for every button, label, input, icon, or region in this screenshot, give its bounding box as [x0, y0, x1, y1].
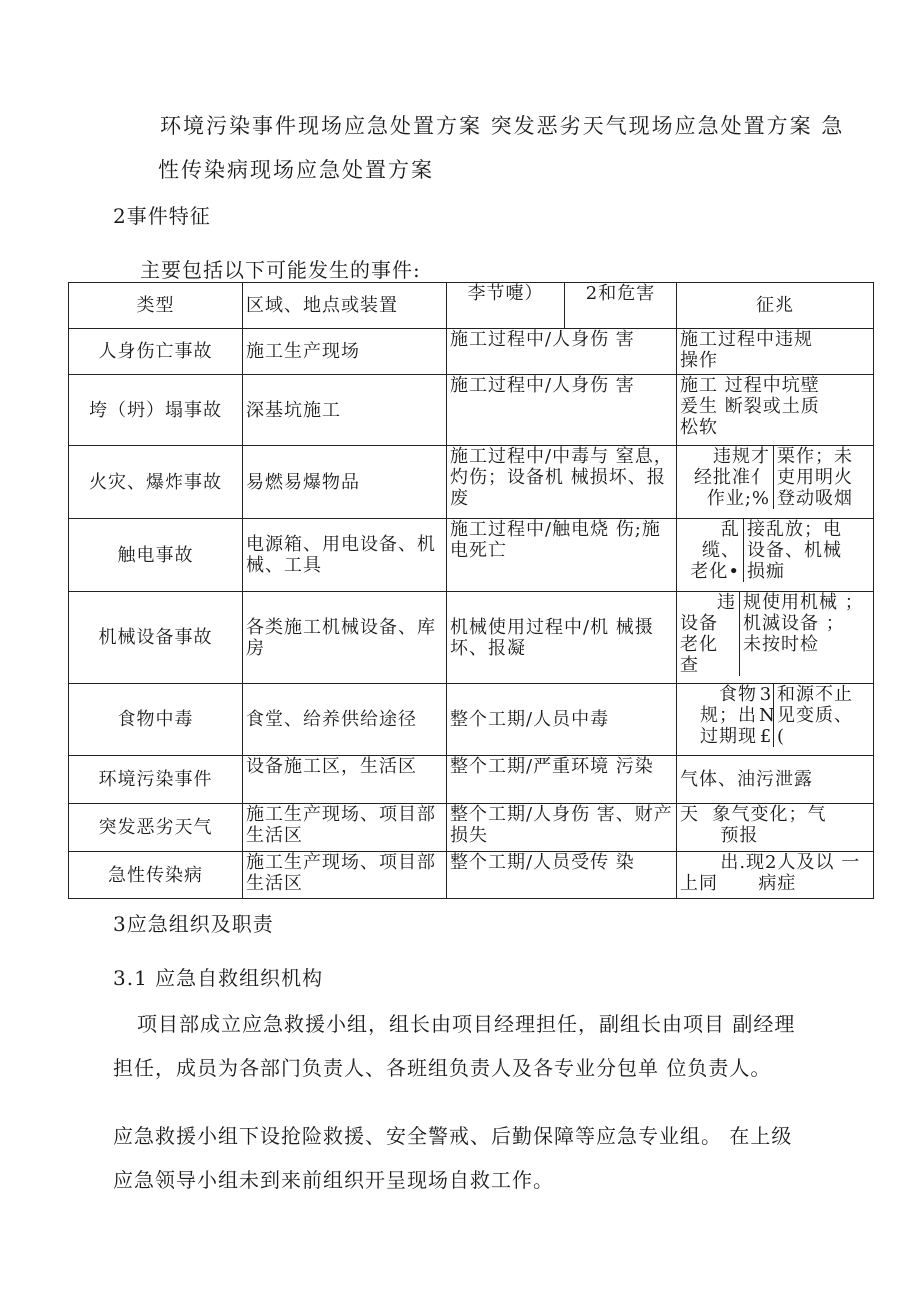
paragraph-1-line-1: 项目部成立应急救援小组，组长由项目经理担任，副组长由项目 副经理	[137, 1012, 796, 1036]
signs-line: 出.现2人及以 一	[680, 852, 861, 873]
signs-line: 栗作；未	[777, 446, 853, 467]
row-signs	[677, 446, 874, 519]
signs-right	[744, 519, 845, 582]
row-signs	[677, 592, 874, 684]
header-signs: 征兆	[677, 283, 874, 329]
signs-line: 上同 病症	[680, 873, 797, 894]
signs-line: 食物	[719, 684, 757, 705]
signs-line: (	[777, 726, 786, 747]
row-area: 施工生产现场	[243, 329, 447, 375]
paragraph-1-line-2: 担任，成员为各部门负责人、各班组负责人及各专业分包单 位负责人。	[113, 1056, 772, 1080]
signs-line: 缆、	[702, 540, 740, 561]
row-signs	[677, 804, 874, 852]
table-caption: 主要包括以下可能发生的事件:	[140, 258, 421, 282]
signs-left	[677, 446, 774, 509]
signs-line: 和源不止	[777, 684, 853, 705]
row-type: 急性传染病	[69, 852, 243, 899]
row-area: 施工生产现场、项目部生活区	[243, 852, 447, 899]
signs-line: 气体、油污泄露	[680, 769, 813, 790]
row-type: 环境污染事件	[69, 756, 243, 804]
row-area: 食堂、给养供给途径	[243, 684, 447, 756]
signs-line: N	[759, 705, 776, 726]
section-2-heading: 2事件特征	[113, 204, 211, 228]
signs-line: 规；出	[700, 705, 757, 726]
signs-line: 违	[717, 592, 736, 613]
table-row	[69, 804, 874, 852]
signs-line: 施工 过程中坑壁	[680, 375, 820, 396]
signs-line: 施工过程中违规	[680, 329, 813, 350]
row-signs	[677, 852, 874, 899]
signs-line: 预报	[680, 825, 759, 846]
row-signs	[677, 329, 874, 375]
row-type: 垮（坍）塌事故	[69, 375, 243, 446]
signs-line: 接乱放；电	[747, 519, 842, 540]
signs-left	[677, 519, 744, 582]
row-signs	[677, 375, 874, 446]
row-signs	[677, 756, 874, 804]
signs-line: 吏用明火	[777, 467, 853, 488]
row-area: 电源箱、用电设备、机械、工具	[243, 519, 447, 592]
row-hazard: 整个工期/人员受传 染	[447, 852, 677, 899]
signs-left	[677, 592, 740, 676]
row-area: 各类施工机械设备、库房	[243, 592, 447, 684]
row-hazard: 机械使用过程中/机 械摄坏、报凝	[447, 592, 677, 684]
row-area: 易燃易爆物品	[243, 446, 447, 519]
signs-line: 经批准亻	[694, 467, 770, 488]
signs-line: 违规才	[713, 446, 770, 467]
row-signs	[677, 684, 874, 756]
signs-line: 老化	[680, 634, 718, 655]
intro-line-2: 性传染病现场应急处置方案	[158, 158, 434, 182]
signs-line: 过期现	[700, 726, 757, 747]
table-row	[69, 756, 874, 804]
signs-line: £	[759, 726, 773, 747]
table-row	[69, 329, 874, 375]
signs-line: 未按时检	[743, 634, 819, 655]
paragraph-2-line-2: 应急领导小组未到来前组织开呈现场自救工作。	[113, 1168, 554, 1192]
signs-line: 设备	[680, 613, 718, 634]
signs-line: 机滅设备 ；	[743, 613, 845, 634]
row-hazard: 整个工期/严重环境 污染	[447, 756, 677, 804]
table-header-row	[69, 283, 874, 329]
row-type: 食物中毒	[69, 684, 243, 756]
table-row	[69, 519, 874, 592]
row-area: 设备施工区，生活区	[243, 756, 447, 804]
signs-line: 损痂	[747, 561, 785, 582]
header-col4: 2和危害	[565, 283, 677, 329]
signs-line: 老化•	[690, 561, 740, 582]
row-type: 触电事故	[69, 519, 243, 592]
table-row	[69, 592, 874, 684]
signs-right	[774, 446, 856, 509]
row-hazard: 施工过程中/中毒与 窒息，灼伤；设备机 械损坏、报废	[447, 446, 677, 519]
row-type: 人身伤亡事故	[69, 329, 243, 375]
row-signs	[677, 519, 874, 592]
row-type: 火灾、爆炸事故	[69, 446, 243, 519]
signs-line: 松软	[680, 417, 718, 438]
table-row	[69, 446, 874, 519]
paragraph-2-line-1: 应急救援小组下设抢险救援、安全警戒、后勤保障等应急专业组。 在上级	[113, 1124, 793, 1148]
signs-line: 天 象气变化；气	[680, 804, 827, 825]
signs-mid	[759, 684, 774, 747]
signs-line: 设备、机械	[747, 540, 842, 561]
row-hazard: 整个工期/人员中毒	[447, 684, 677, 756]
table-row	[69, 684, 874, 756]
signs-line: 规使用机械 ；	[743, 592, 864, 613]
signs-line: 3	[759, 684, 773, 705]
row-hazard: 整个工期/人身伤 害、财产损失	[447, 804, 677, 852]
signs-right	[740, 592, 867, 676]
row-hazard: 施工过程中/人身伤 害	[447, 375, 677, 446]
table-row	[69, 852, 874, 899]
header-type: 类型	[69, 283, 243, 329]
row-hazard: 施工过程中/人身伤 害	[447, 329, 677, 375]
signs-line: 操作	[680, 350, 718, 371]
signs-line: 见变质、	[777, 705, 853, 726]
intro-line-1: 环境污染事件现场应急处置方案 突发恶劣天气现场应急处置方案 急	[160, 114, 845, 138]
row-area: 深基坑施工	[243, 375, 447, 446]
header-col3: 李节嚏）	[447, 283, 565, 329]
section-3-heading: 3应急组织及职责	[113, 912, 274, 936]
signs-line: 乱	[721, 519, 740, 540]
signs-left	[677, 684, 759, 747]
row-type: 突发恶劣天气	[69, 804, 243, 852]
header-area: 区域、地点或装置	[243, 283, 447, 329]
signs-line: 登动吸烟	[777, 488, 853, 509]
row-area: 施工生产现场、项目部生活区	[243, 804, 447, 852]
row-hazard: 施工过程中/触电烧 伤;施电死亡	[447, 519, 677, 592]
table-row	[69, 375, 874, 446]
row-type: 机械设备事故	[69, 592, 243, 684]
section-3-1-heading: 3.1 应急自救组织机构	[113, 966, 324, 990]
event-table	[68, 282, 874, 899]
signs-line: 作业;%	[706, 488, 770, 509]
signs-line: 查	[680, 655, 699, 676]
signs-right	[774, 684, 856, 747]
signs-line: 爰生 断裂或土质	[680, 396, 820, 417]
